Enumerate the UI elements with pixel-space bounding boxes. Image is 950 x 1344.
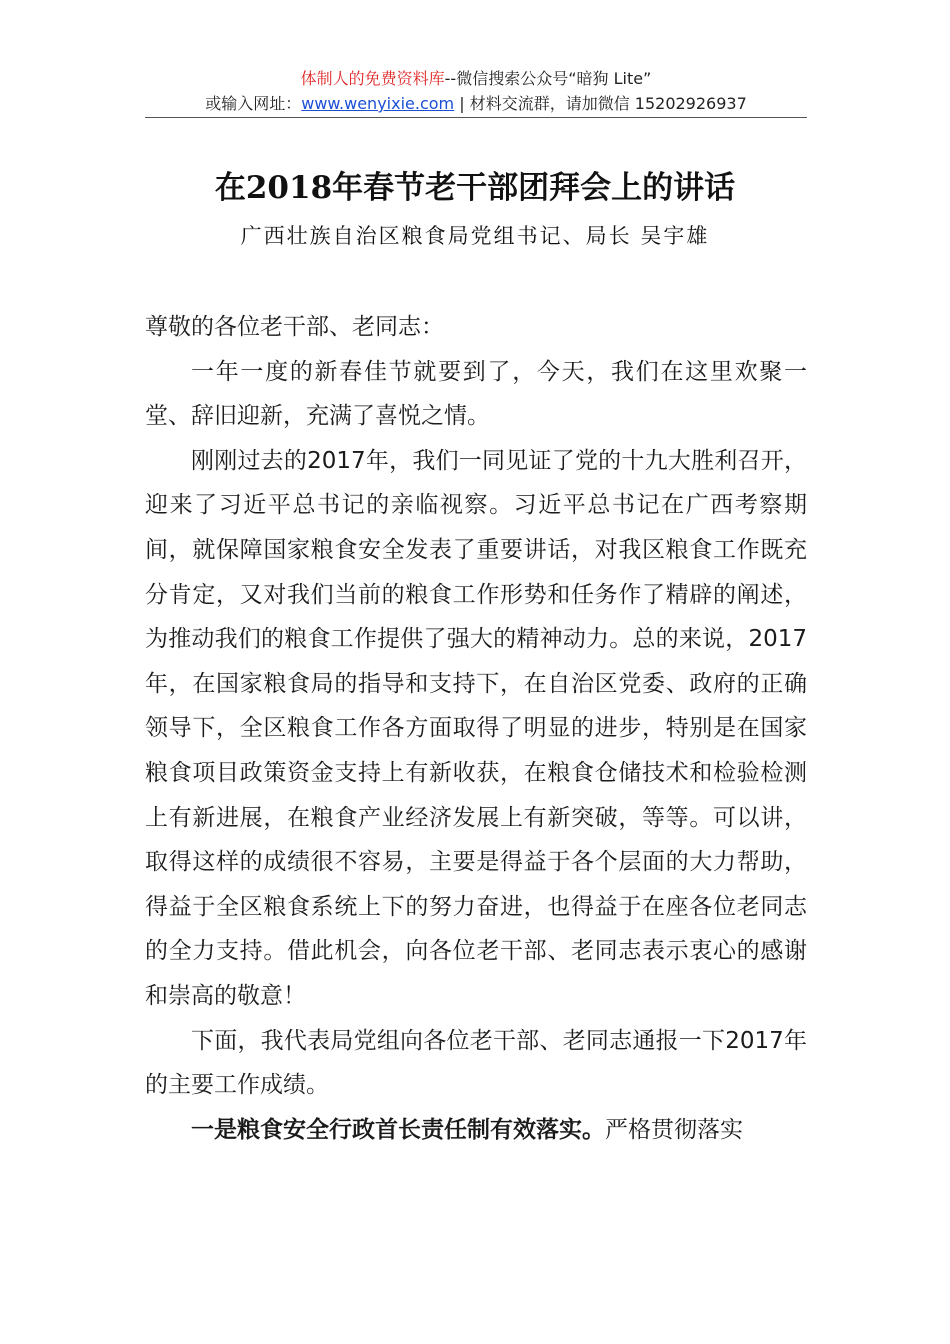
header-wechat-note: --微信搜索公众号“暗狗 Lite” xyxy=(444,69,652,88)
document-title: 在2018年春节老干部团拜会上的讲话 xyxy=(214,170,736,206)
header-separator: | xyxy=(454,94,470,113)
document-header xyxy=(145,66,807,116)
header-contact: 材料交流群，请加微信 15202926937 xyxy=(469,94,747,113)
header-website-link[interactable]: www.wenyixie.com xyxy=(301,94,455,113)
body-paragraph: 下面，我代表局党组向各位老干部、老同志通报一下2017年的主要工作成绩。 xyxy=(145,1027,807,1099)
document-body xyxy=(145,305,807,1152)
paragraph-lead-text: 严格贯彻落实 xyxy=(605,1116,743,1143)
body-paragraph: 一年一度的新春佳节就要到了，今天，我们在这里欢聚一堂、辞旧迎新，充满了喜悦之情。 xyxy=(145,358,807,430)
body-paragraph: 刚刚过去的2017年，我们一同见证了党的十九大胜利召开，迎来了习近平总书记的亲临视察。习近平总书记在广西考察期间，就保障国家粮食安全发表了重要讲话，对我区粮食工作既充分肯定，又对我们当前的粮食工作形势和任务作了精辟的阐述，为推动我们的粮食工作提供了强大的精神动力。总的来说，2017年，在国家粮食局的指导和支持下，在自治区党委、政府的正确领导下，全区粮食工作各方面取得了明显的进步，特别是在国家粮食项目政策资金支持上有新收获，在粮食仓储技术和检验检测上有新进展，在粮食产业经济发展上有新突破，等等。可以讲，取得这样的成绩很不容易，主要是得益于各个层面的大力帮助，得益于全区粮食系统上下的努力奋进，也得益于在座各位老同志的全力支持。借此机会，向各位老干部、老同志表示衷心的感谢和崇高的敬意！ xyxy=(145,447,807,1009)
header-divider xyxy=(145,117,807,118)
header-contact-line xyxy=(145,92,807,116)
document-subtitle: 广西壮族自治区粮食局党组书记、局长 吴宇雄 xyxy=(240,224,710,248)
header-brand: 体制人的免费资料库 xyxy=(300,69,445,88)
paragraph-lead-heading: 一是粮食安全行政首长责任制有效落实。 xyxy=(191,1116,605,1143)
salutation: 尊敬的各位老干部、老同志： xyxy=(145,314,444,340)
header-url-prefix: 或输入网址： xyxy=(205,94,302,113)
body-paragraph xyxy=(145,1108,807,1153)
header-promo-line xyxy=(145,66,807,92)
